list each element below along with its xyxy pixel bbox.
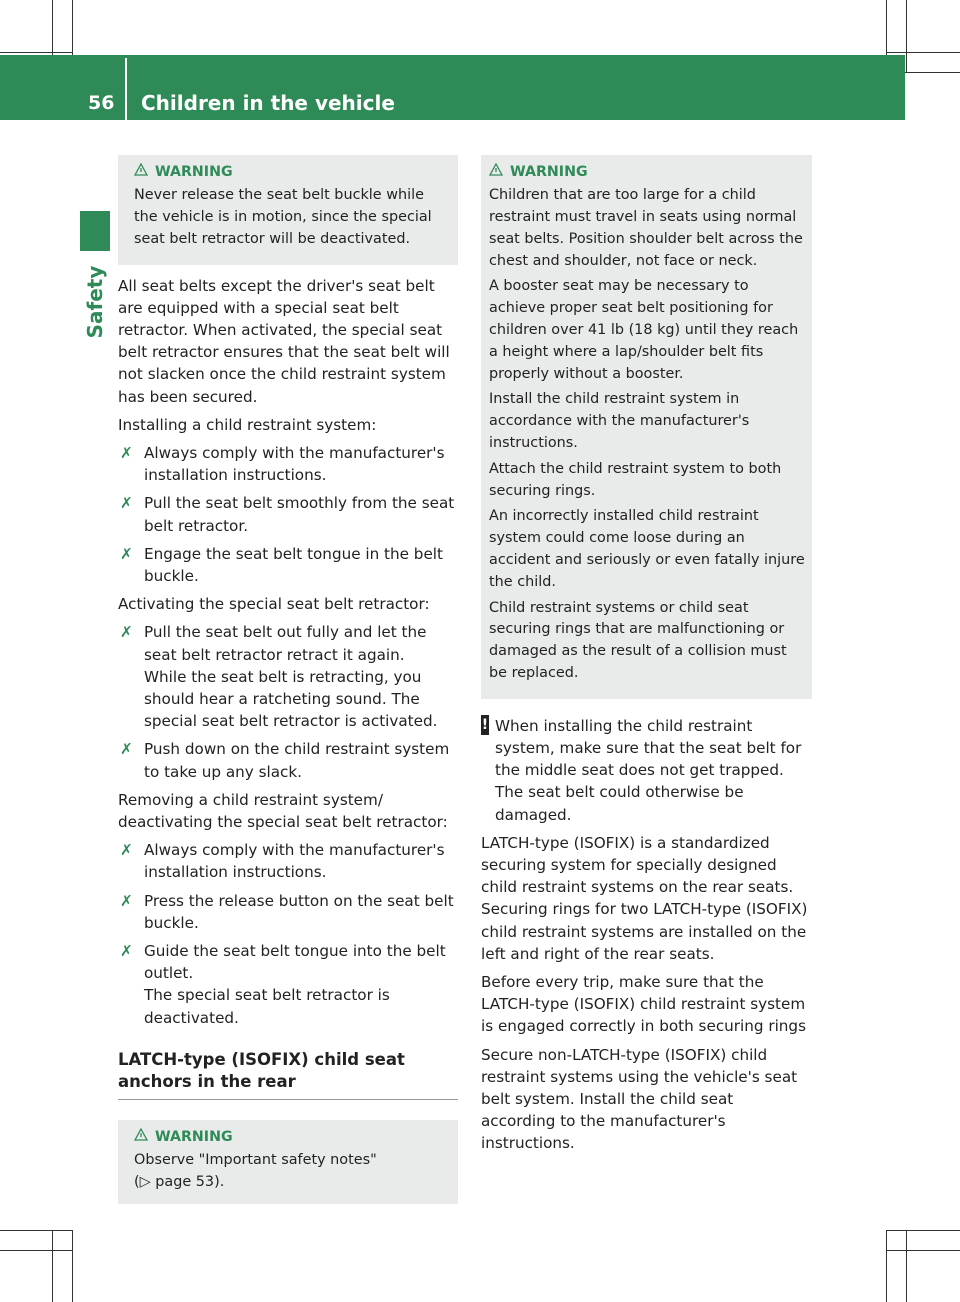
crop-mark — [0, 1230, 72, 1231]
page-title: Children in the vehicle — [141, 91, 395, 115]
section-tab — [80, 211, 110, 251]
crop-mark — [0, 1250, 72, 1251]
paragraph: Removing a child restraint system/ deactivating the special seat belt retractor: — [118, 790, 448, 832]
warning-triangle-icon — [489, 161, 503, 183]
step-marker-icon: ✗ — [120, 494, 133, 513]
step-text: Push down on the child restraint system to take up any slack. — [144, 740, 450, 781]
step-text: Always comply with the manufacturer's installation instructions. — [144, 841, 445, 882]
crop-mark — [0, 52, 72, 53]
warning-text: A booster seat may be necessary to achieve proper seat belt positioning for children over 41 lb (18 kg) until they reach a height where a lap/shoulder belt fits properly without a booster. — [489, 278, 799, 382]
step-marker-icon: ✗ — [120, 544, 133, 563]
left-column — [118, 155, 458, 1214]
crop-mark — [886, 1230, 887, 1302]
crop-mark — [906, 0, 907, 72]
warning-text: Never release the seat belt buckle while the vehicle is in motion, since the special seat belt retractor will be deactivated. — [134, 187, 432, 247]
step-text: Pull the seat belt out fully and let the seat belt retractor retract it again. — [144, 623, 427, 664]
instruction-step — [118, 839, 458, 883]
step-marker-icon: ✗ — [120, 942, 133, 961]
warning-text: Observe "Important safety notes" — [134, 1152, 377, 1169]
page-reference-link[interactable]: (▷ page 53). — [134, 1173, 225, 1190]
step-text: Press the release button on the seat belt buckle. — [144, 891, 454, 932]
instruction-step — [118, 890, 458, 934]
crop-mark — [906, 1230, 907, 1302]
step-marker-icon: ✗ — [120, 841, 133, 860]
section-heading: LATCH-type (ISOFIX) child seat anchors in the rear — [118, 1049, 458, 1100]
instruction-step — [118, 543, 458, 587]
instruction-step — [118, 738, 458, 782]
step-result: The special seat belt retractor is deactivated. — [144, 986, 390, 1027]
warning-triangle-icon — [134, 1126, 148, 1148]
warning-text: Attach the child restraint system to both securing rings. — [489, 460, 782, 499]
step-marker-icon: ✗ — [120, 891, 133, 910]
paragraph: Before every trip, make sure that the LATCH-type (ISOFIX) child restraint system is engaged correctly in both securing rings — [481, 972, 806, 1036]
warning-triangle-icon — [134, 161, 148, 183]
header-divider — [125, 58, 127, 120]
warning-box — [118, 1120, 458, 1204]
header-bar — [0, 55, 905, 120]
crop-mark — [886, 1250, 960, 1251]
warning-box — [481, 155, 812, 699]
paragraph: Installing a child restraint system: — [118, 415, 377, 434]
paragraph: Activating the special seat belt retractor: — [118, 595, 430, 614]
instruction-step — [118, 442, 458, 486]
paragraph: LATCH-type (ISOFIX) is a standardized securing system for specially designed child restraint systems on the rear seats. Securing rings for two LATCH-type (ISOFIX) child restraint systems are installed on the left and right of the rear seats. — [481, 833, 808, 963]
warning-heading — [134, 161, 448, 183]
warning-label: WARNING — [155, 1128, 233, 1145]
page-number: 56 — [88, 92, 115, 114]
instruction-step — [118, 492, 458, 536]
instruction-step — [118, 621, 458, 732]
paragraph: All seat belts except the driver's seat belt are equipped with a special seat belt retractor. When activated, the special seat belt retractor ensures that the seat belt will not slacken once the child restraint system has been secured. — [118, 276, 450, 406]
warning-heading — [489, 161, 806, 183]
exclamation-icon: ! — [481, 716, 489, 733]
warning-box — [118, 155, 458, 265]
warning-heading — [134, 1126, 448, 1148]
section-label-text: Safety — [83, 265, 107, 339]
step-marker-icon: ✗ — [120, 623, 133, 642]
step-text: Pull the seat belt smoothly from the seat belt retractor. — [144, 494, 455, 535]
step-marker-icon: ✗ — [120, 740, 133, 759]
warning-text: An incorrectly installed child restraint system could come loose during an accident and seriously or even fatally injure the child. — [489, 508, 805, 590]
warning-text: Install the child restraint system in accordance with the manufacturer's instructions. — [489, 391, 750, 451]
step-result: While the seat belt is retracting, you should hear a ratcheting sound. The special seat belt retractor is activated. — [144, 667, 438, 731]
crop-mark — [72, 1230, 73, 1302]
step-marker-icon: ✗ — [120, 444, 133, 463]
step-text: Always comply with the manufacturer's installation instructions. — [144, 444, 445, 485]
crop-mark — [886, 1230, 960, 1231]
note — [481, 715, 812, 826]
note-text: When installing the child restraint system, make sure that the seat belt for the middle seat does not get trapped. The seat belt could otherwise be damaged. — [495, 716, 802, 824]
right-column — [481, 155, 812, 1161]
step-text: Engage the seat belt tongue in the belt buckle. — [144, 544, 443, 586]
instruction-step — [118, 940, 458, 1029]
section-label — [82, 262, 108, 342]
warning-text: Children that are too large for a child restraint must travel in seats using normal seat belts. Position shoulder belt across the chest and shoulder, not face or neck. — [489, 187, 803, 269]
crop-mark — [52, 1230, 53, 1302]
warning-text: Child restraint systems or child seat securing rings that are malfunctioning or damaged as the result of a collision must be replaced. — [489, 599, 787, 681]
warning-label: WARNING — [510, 164, 588, 180]
step-text: Guide the seat belt tongue into the belt outlet. — [144, 942, 446, 983]
warning-label: WARNING — [155, 164, 233, 180]
crop-mark — [886, 52, 960, 53]
paragraph: Secure non-LATCH-type (ISOFIX) child restraint systems using the vehicle's seat belt system. Install the child seat according to the manufacturer's instructions. — [481, 1045, 798, 1153]
